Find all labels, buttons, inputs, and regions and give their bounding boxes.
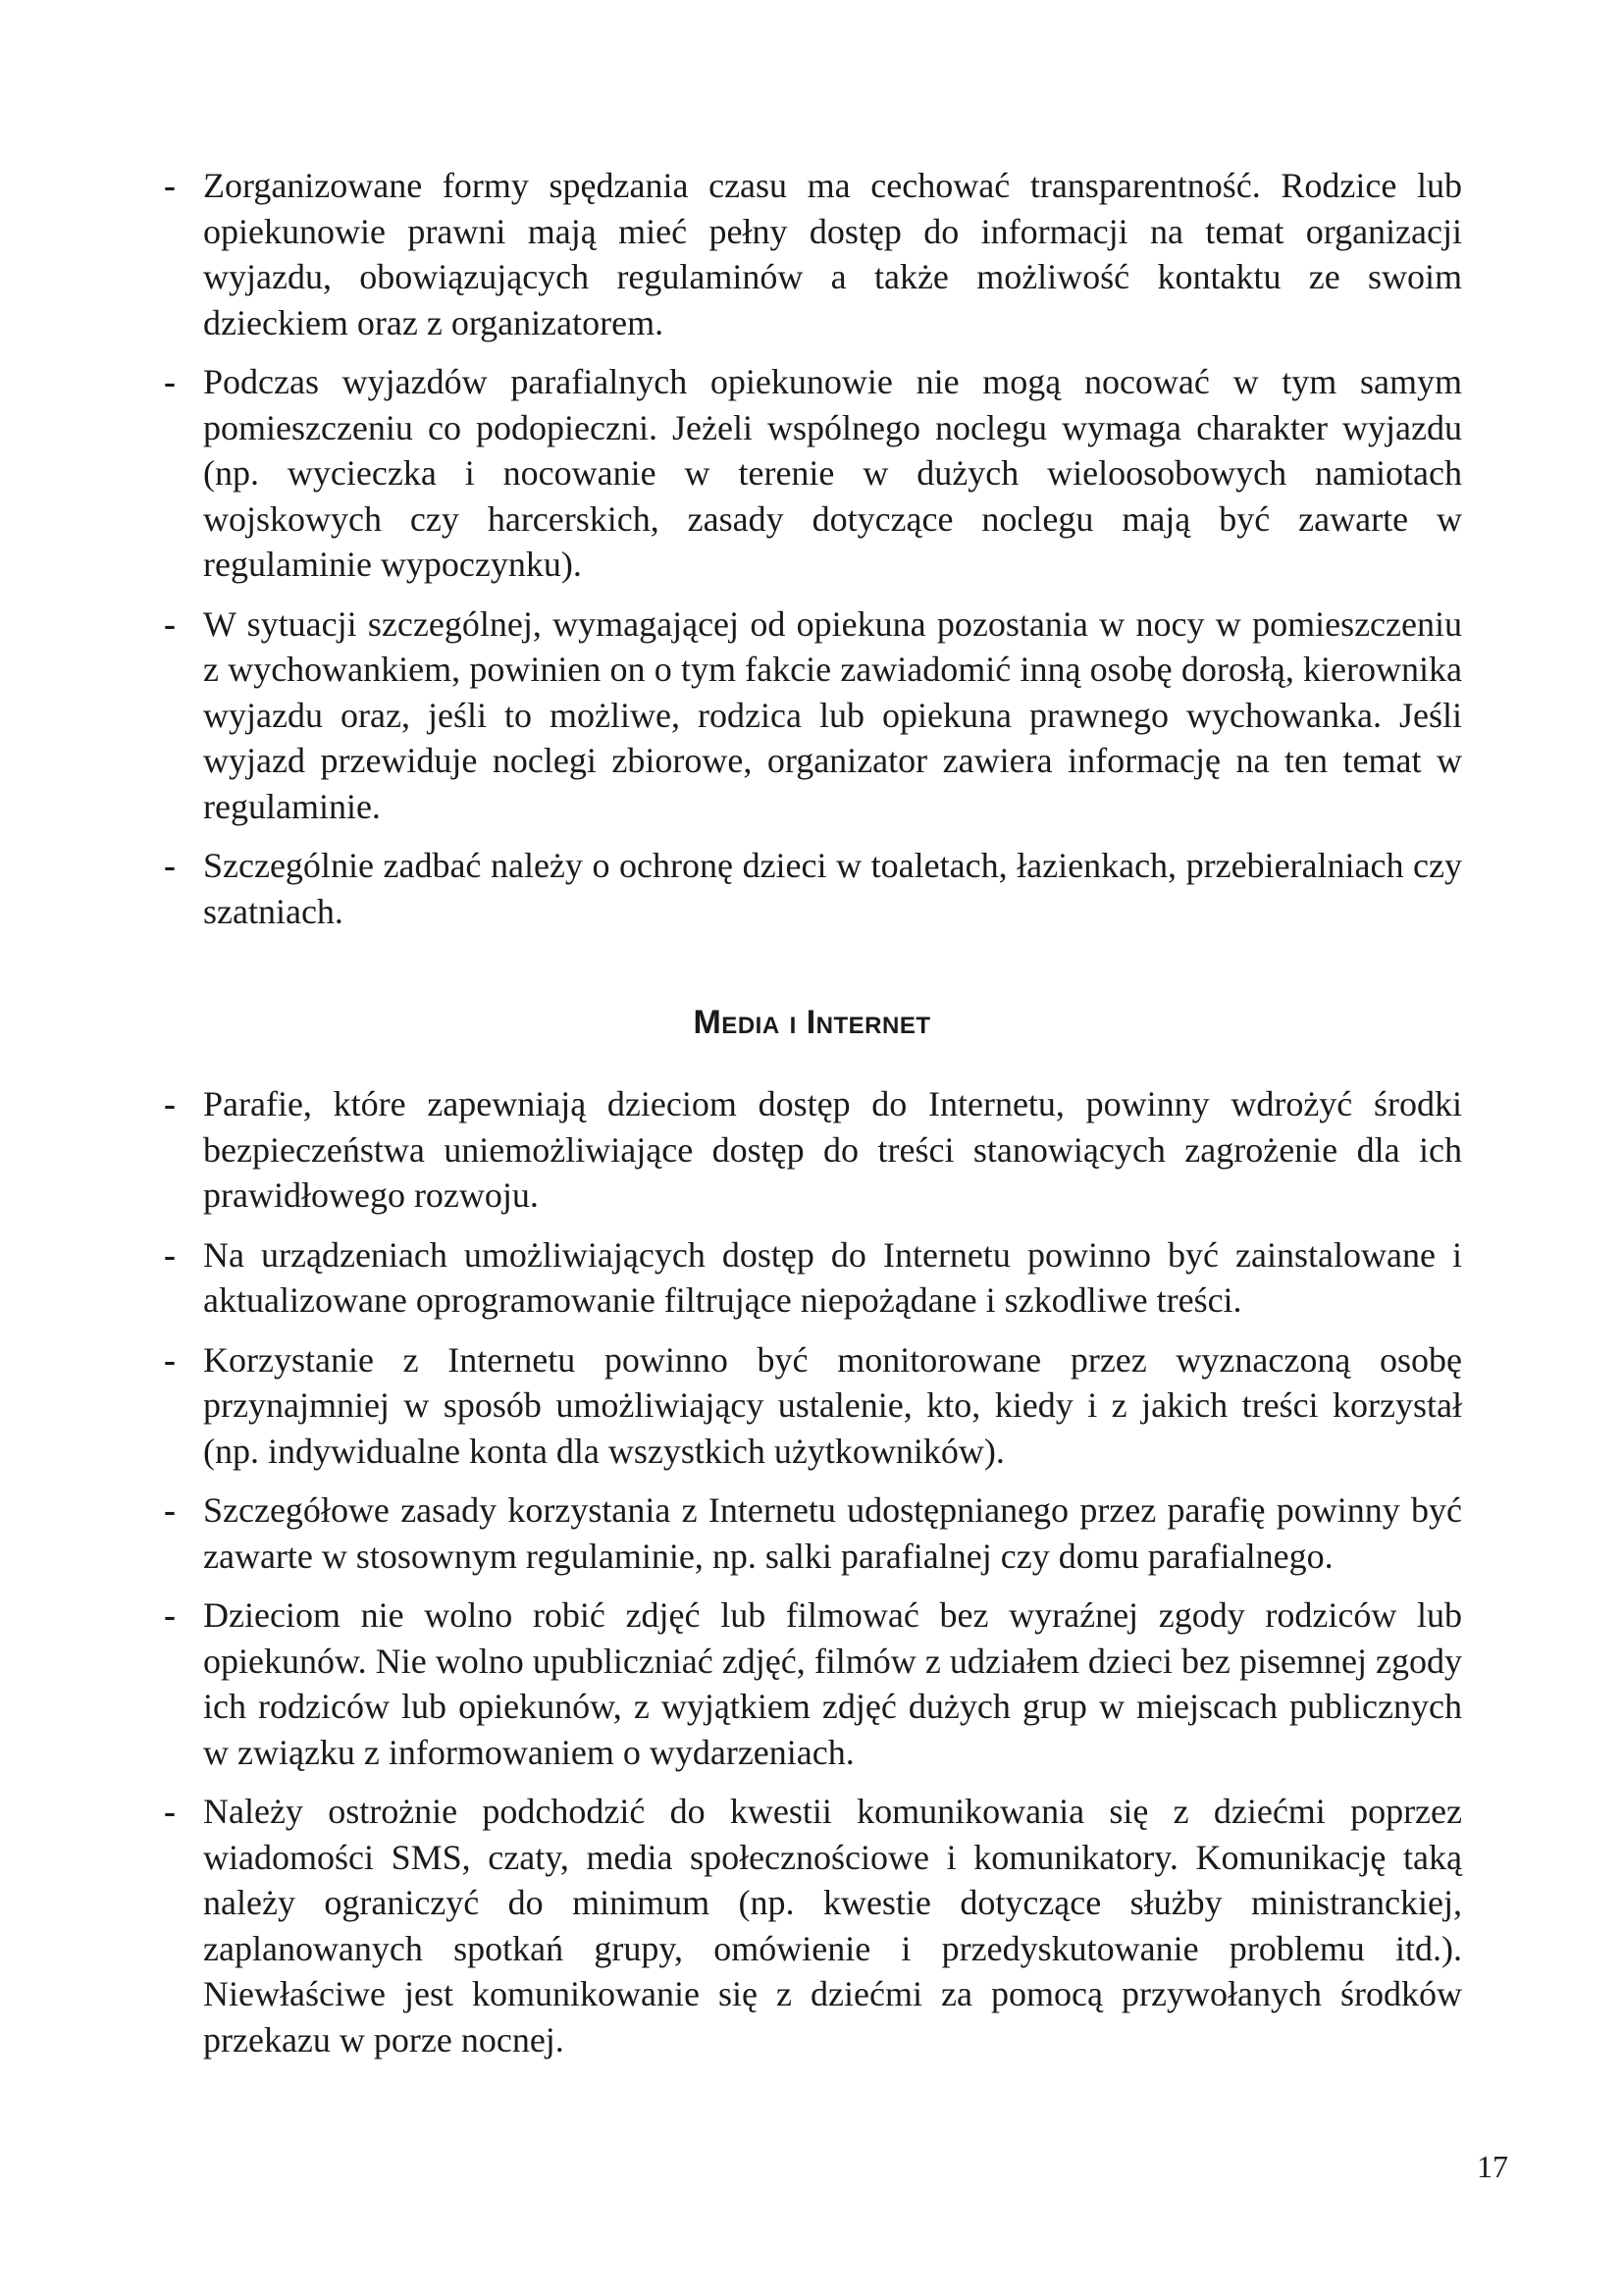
list-item-text: Należy ostrożnie podchodzić do kwestii komunikowania się z dziećmi poprzez wiadomości SMS, czaty, media społecznościowe i komunikatory. Komunikację taką należy ograniczyć do minimum (np. kwestie dotyczące służby ministranckiej, zaplanowanych spotkań grupy, omówienie i przedyskutowanie problemu itd.). Niewłaściwe jest komunikowanie się z dziećmi za pomocą przywołanych środków przekazu w porze nocnej. [203, 1792, 1462, 2060]
list-item [162, 359, 1462, 588]
list-item [162, 1337, 1462, 1475]
list-item-text: Dzieciom nie wolno robić zdjęć lub filmować bez wyraźnej zgody rodziców lub opiekunów. Nie wolno upubliczniać zdjęć, filmów z udziałem dzieci bez pisemnej zgody ich rodziców lub opiekunów, z wyjątkiem zdjęć dużych grup w miejscach publicznych w związku z informowaniem o wydarzeniach. [203, 1595, 1462, 1772]
bullet-dash: - [164, 1339, 176, 1380]
list-item-text: Zorganizowane formy spędzania czasu ma cechować transparentność. Rodzice lub opiekunowie prawni mają mieć pełny dostęp do informacji na temat organizacji wyjazdu, obowiązujących regulaminów a także możliwość kontaktu ze swoim dzieckiem oraz z organizatorem. [203, 166, 1462, 342]
list-item [162, 1081, 1462, 1219]
list-item-text: Szczególnie zadbać należy o ochronę dzieci w toaletach, łazienkach, przebieralniach czy szatniach. [203, 846, 1462, 931]
bullet-dash: - [164, 1595, 176, 1635]
bullet-dash: - [164, 603, 176, 644]
bullet-dash: - [164, 362, 176, 401]
section-heading: Media i Internet [693, 1004, 931, 1041]
list-item [162, 1487, 1462, 1579]
list-item-text: Podczas wyjazdów parafialnych opiekunowie nie mogą nocować w tym samym pomieszczeniu co podopieczni. Jeżeli wspólnego noclegu wymaga charakter wyjazdu (np. wycieczka i nocowanie w terenie w dużych wieloosobowych namiotach wojskowych czy harcerskich, zasady dotyczące noclegu mają być zawarte w regulaminie wypoczynku). [203, 362, 1462, 584]
bullet-dash: - [164, 846, 176, 885]
bullet-dash: - [164, 1792, 176, 1831]
list-item-text: Na urządzeniach umożliwiających dostęp do Internetu powinno być zainstalowane i aktualizowane oprogramowanie filtrujące niepożądane i szkodliwe treści. [203, 1234, 1462, 1320]
bullet-list-bottom [162, 1081, 1462, 2076]
bullet-dash: - [164, 1234, 176, 1275]
bullet-dash: - [164, 1490, 176, 1530]
list-item [162, 601, 1462, 830]
bullet-list-top [162, 163, 1462, 948]
list-item [162, 843, 1462, 934]
page-number: 17 [1477, 2149, 1508, 2184]
bullet-dash: - [164, 1084, 176, 1123]
list-item-text: Korzystanie z Internetu powinno być monitorowane przez wyznaczoną osobę przynajmniej w sposób umożliwiający ustalenie, kto, kiedy i z jakich treści korzystał (np. indywidualne konta dla wszystkich użytkowników). [203, 1339, 1462, 1471]
list-item [162, 1789, 1462, 2062]
list-item-text: Parafie, które zapewniają dzieciom dostęp do Internetu, powinny wdrożyć środki bezpieczeństwa uniemożliwiające dostęp do treści stanowiących zagrożenie dla ich prawidłowego rozwoju. [203, 1084, 1462, 1215]
list-item [162, 1592, 1462, 1775]
list-item [162, 1232, 1462, 1324]
bullet-dash: - [164, 166, 176, 205]
list-item-text: Szczegółowe zasady korzystania z Internetu udostępnianego przez parafię powinny być zawarte w stosownym regulaminie, np. salki parafialnej czy domu parafialnego. [203, 1490, 1462, 1576]
list-item-text: W sytuacji szczególnej, wymagającej od opiekuna pozostania w nocy w pomieszczeniu z wychowankiem, powinien on o tym fakcie zawiadomić inną osobę dorosłą, kierownika wyjazdu oraz, jeśli to możliwe, rodzica lub opiekuna prawnego wychowanka. Jeśli wyjazd przewiduje noclegi zbiorowe, organizator zawiera informację na ten temat w regulaminie. [203, 603, 1462, 826]
list-item [162, 163, 1462, 345]
